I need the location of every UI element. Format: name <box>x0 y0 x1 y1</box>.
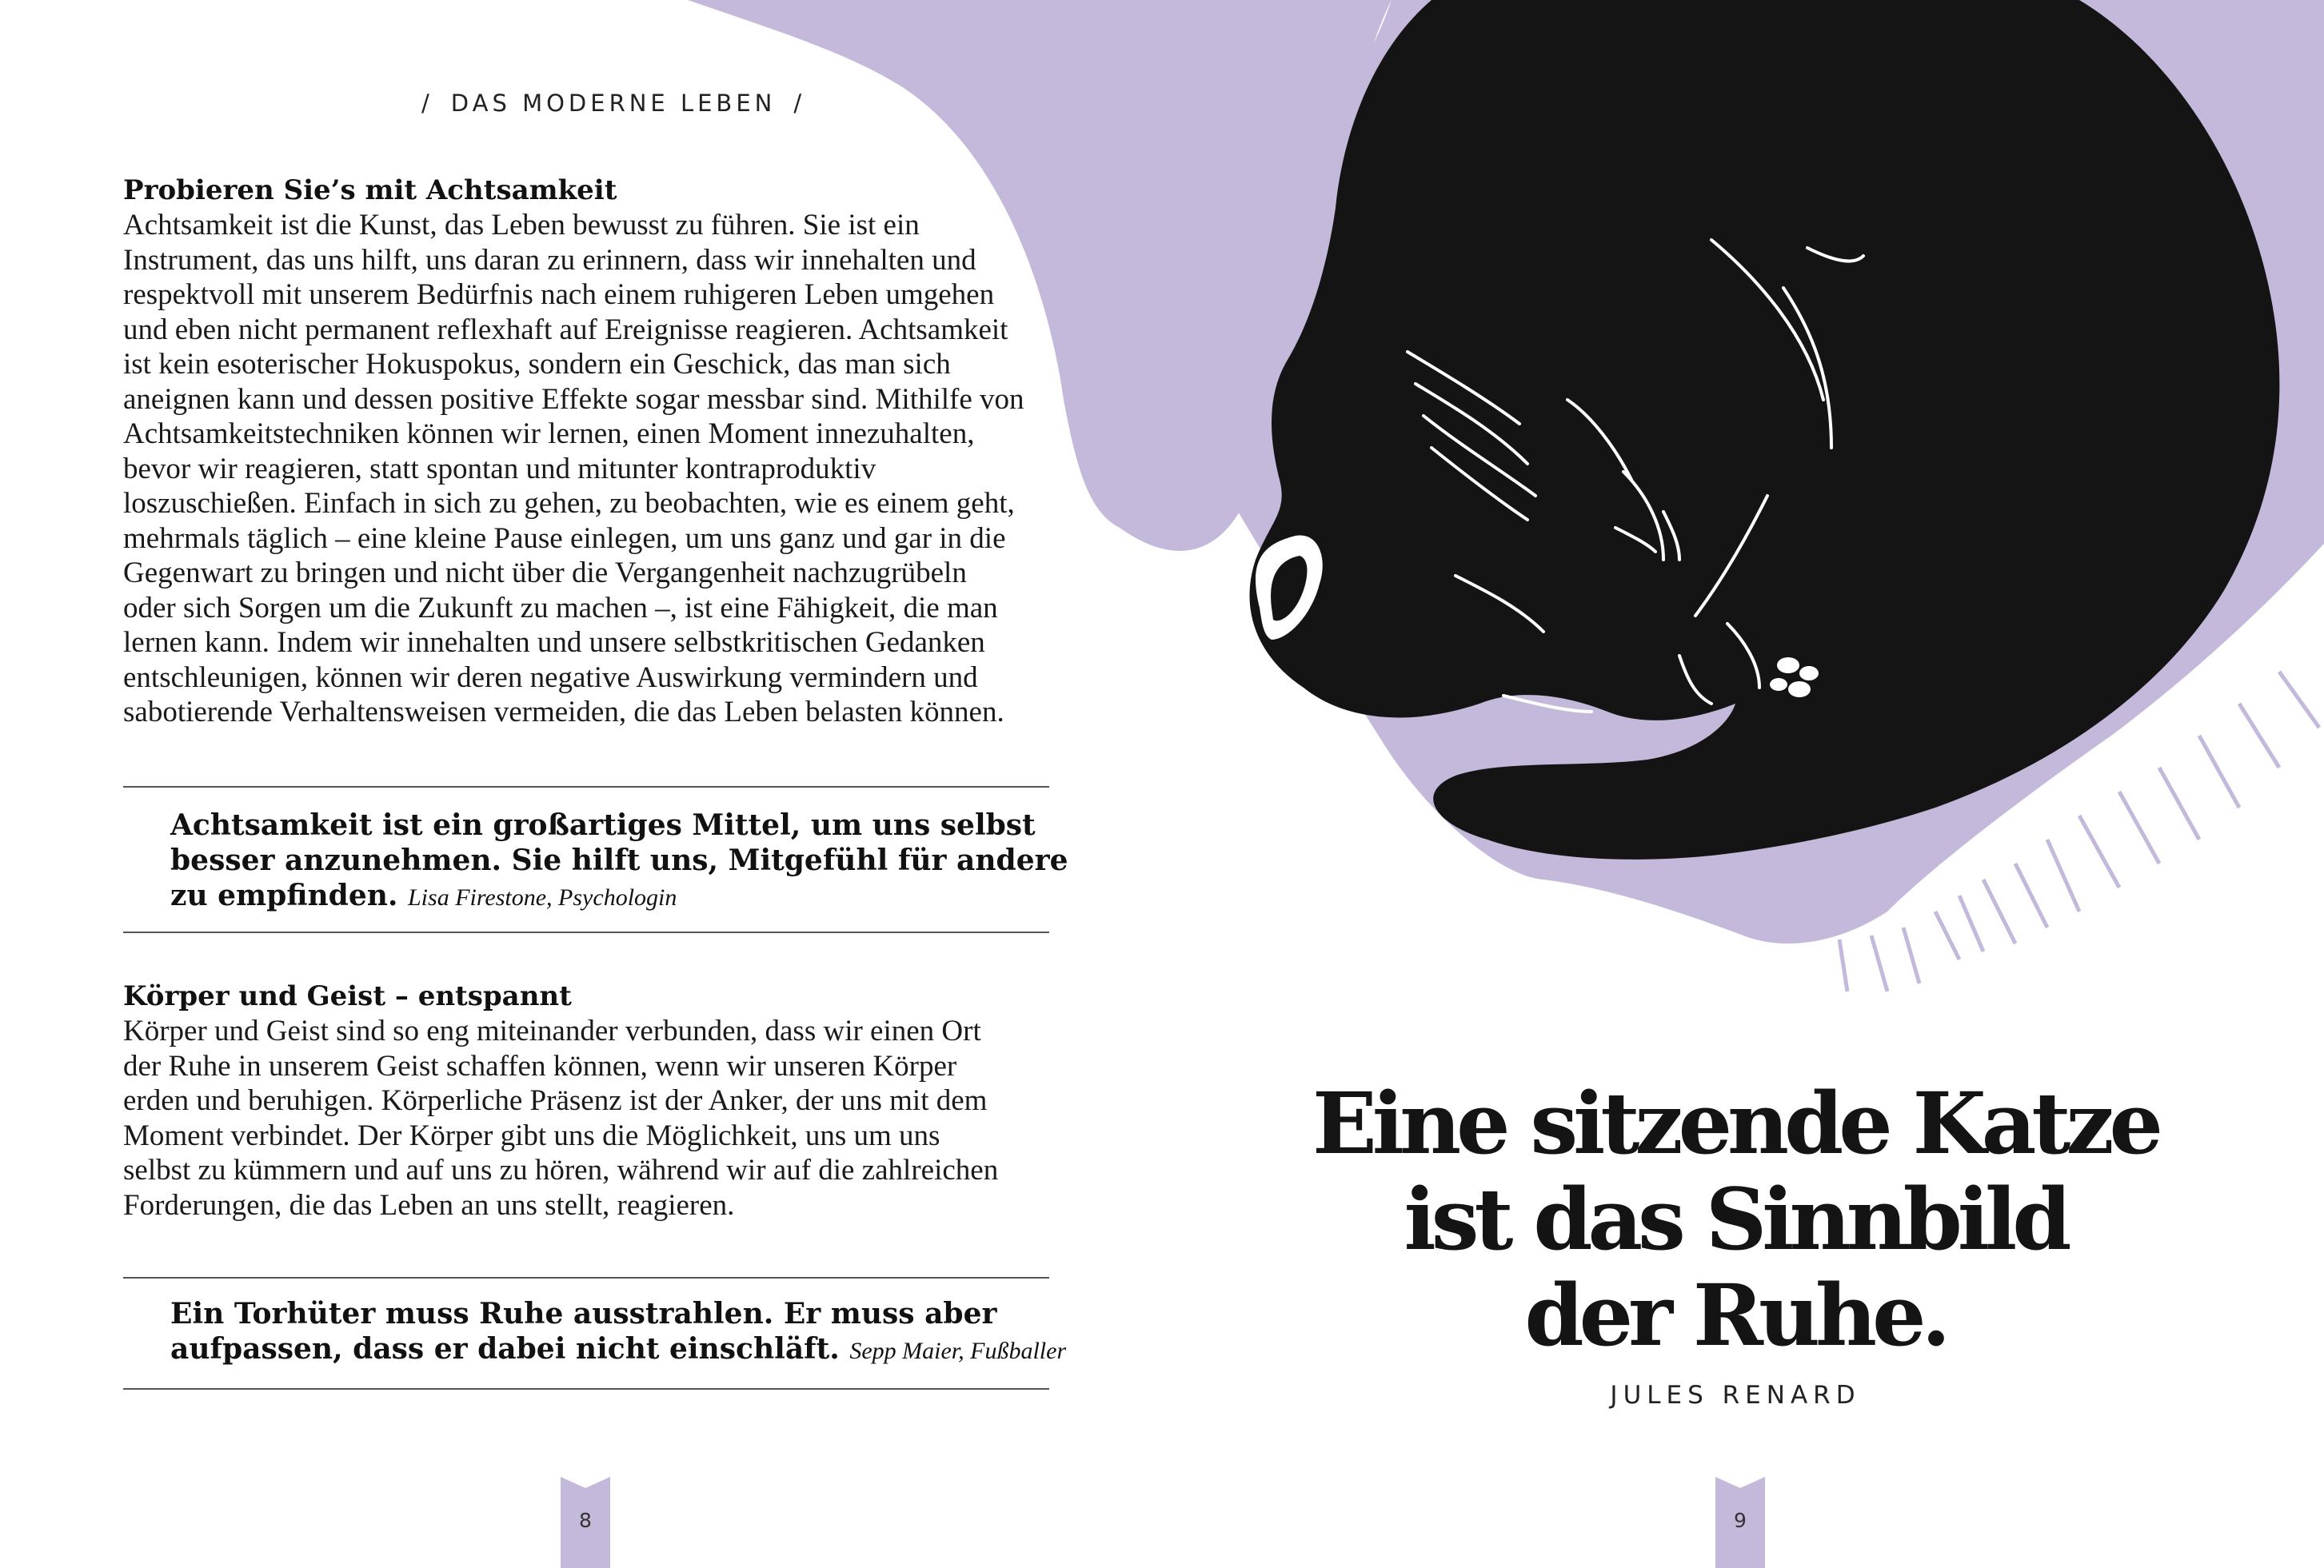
body-line: Gegenwart zu bringen und nicht über die Vergangenheit nachzugrübeln <box>123 557 967 589</box>
page-number: 9 <box>1734 1509 1747 1532</box>
page-number: 8 <box>579 1509 592 1532</box>
body-line: Achtsamkeit ist die Kunst, das Leben bewusst zu führen. Sie ist ein <box>123 209 920 241</box>
body-line: bevor wir reagieren, statt spontan und mitunter kontraproduktiv <box>123 452 876 485</box>
quote-line: besser anzunehmen. Sie hilft uns, Mitgefühl für andere <box>170 844 1068 877</box>
body-line: der Ruhe in unserem Geist schaffen können, wenn wir unseren Körper <box>123 1049 957 1083</box>
body-line: loszuschießen. Einfach in sich zu gehen, zu beobachten, wie es einem geht, <box>123 487 1015 520</box>
tab-notch <box>561 1477 610 1488</box>
headline-line: Eine sitzende Katze <box>1312 1073 2158 1173</box>
page-number-tab-left <box>561 1477 610 1568</box>
running-head-title: DAS MODERNE LEBEN <box>450 90 777 117</box>
pull-quote-maier <box>123 1277 1067 1390</box>
section-heading: Probieren Sie’s mit Achtsamkeit <box>123 174 617 206</box>
body-line: lernen kann. Indem wir innehalten und unsere selbstkritischen Gedanken <box>123 626 985 659</box>
body-line: entschleunigen, können wir deren negative Auswirkung vermindern und <box>123 660 978 694</box>
section-body <box>123 1014 1059 1223</box>
quote-attribution: Lisa Firestone, Psychologin <box>408 884 677 911</box>
body-line: ist kein esoterischer Hokuspokus, sondern ein Geschick, das man sich <box>123 348 951 381</box>
running-head-slash-left: / <box>421 90 433 117</box>
body-line: Körper und Geist sind so eng miteinander verbunden, dass wir einen Ort <box>123 1015 981 1047</box>
quote-line-last <box>170 878 1049 916</box>
page-number-tab-right <box>1715 1477 1765 1568</box>
body-line: mehrmals täglich – eine kleine Pause einlegen, um uns ganz und gar in die <box>123 521 1006 555</box>
section-koerper-geist <box>123 979 1059 1223</box>
pull-quote-firestone <box>123 786 1068 933</box>
body-line: aneignen kann und dessen positive Effekte sogar messbar sind. Mithilfe von <box>123 382 1024 416</box>
quote-text: zu empfinden. <box>170 879 398 912</box>
quote-line: Ein Torhüter muss Ruhe ausstrahlen. Er muss aber <box>170 1297 997 1331</box>
section-heading: Körper und Geist – entspannt <box>123 980 572 1012</box>
running-head <box>404 90 806 117</box>
body-line: sabotierende Verhaltensweisen vermeiden, die das Leben belasten können. <box>123 696 1004 728</box>
quote-attribution: Sepp Maier, Fußballer <box>849 1338 1067 1364</box>
body-line: selbst zu kümmern und auf uns zu hören, während wir auf die zahlreichen <box>123 1154 999 1187</box>
body-line: Instrument, das uns hilft, uns daran zu erinnern, dass wir innehalten und <box>123 243 976 277</box>
headline-line: ist das Sinnbild <box>1404 1169 2067 1269</box>
headline-line: der Ruhe. <box>1524 1265 1947 1365</box>
section-achtsamkeit <box>123 173 1059 730</box>
section-body <box>123 208 1059 730</box>
body-line: Moment verbindet. Der Körper gibt uns die Möglichkeit, uns um uns <box>123 1119 940 1152</box>
quote-text: aufpassen, dass er dabei nicht einschläft. <box>170 1332 840 1366</box>
running-head-slash-right: / <box>793 90 806 117</box>
body-line: erden und beruhigen. Körperliche Präsenz ist der Anker, der uns mit dem <box>123 1084 988 1117</box>
tab-notch <box>1715 1477 1765 1488</box>
quote-line-last <box>170 1331 1067 1369</box>
quote-line: Achtsamkeit ist ein großartiges Mittel, um uns selbst <box>170 808 1036 842</box>
headline-quote <box>1248 1075 2223 1363</box>
body-line: und eben nicht permanent reflexhaft auf Ereignisse reagieren. Achtsamkeit <box>123 313 1008 346</box>
body-line: oder sich Sorgen um die Zukunft zu machen –, ist eine Fähigkeit, die man <box>123 591 998 624</box>
body-line: respektvoll mit unserem Bedürfnis nach einem ruhigeren Leben umgehen <box>123 278 995 311</box>
body-line: Forderungen, die das Leben an uns stellt, reagieren. <box>123 1188 735 1222</box>
body-line: Achtsamkeitstechniken können wir lernen, einen Moment innezuhalten, <box>123 417 975 450</box>
quote-author: JULES RENARD <box>1610 1381 1861 1410</box>
